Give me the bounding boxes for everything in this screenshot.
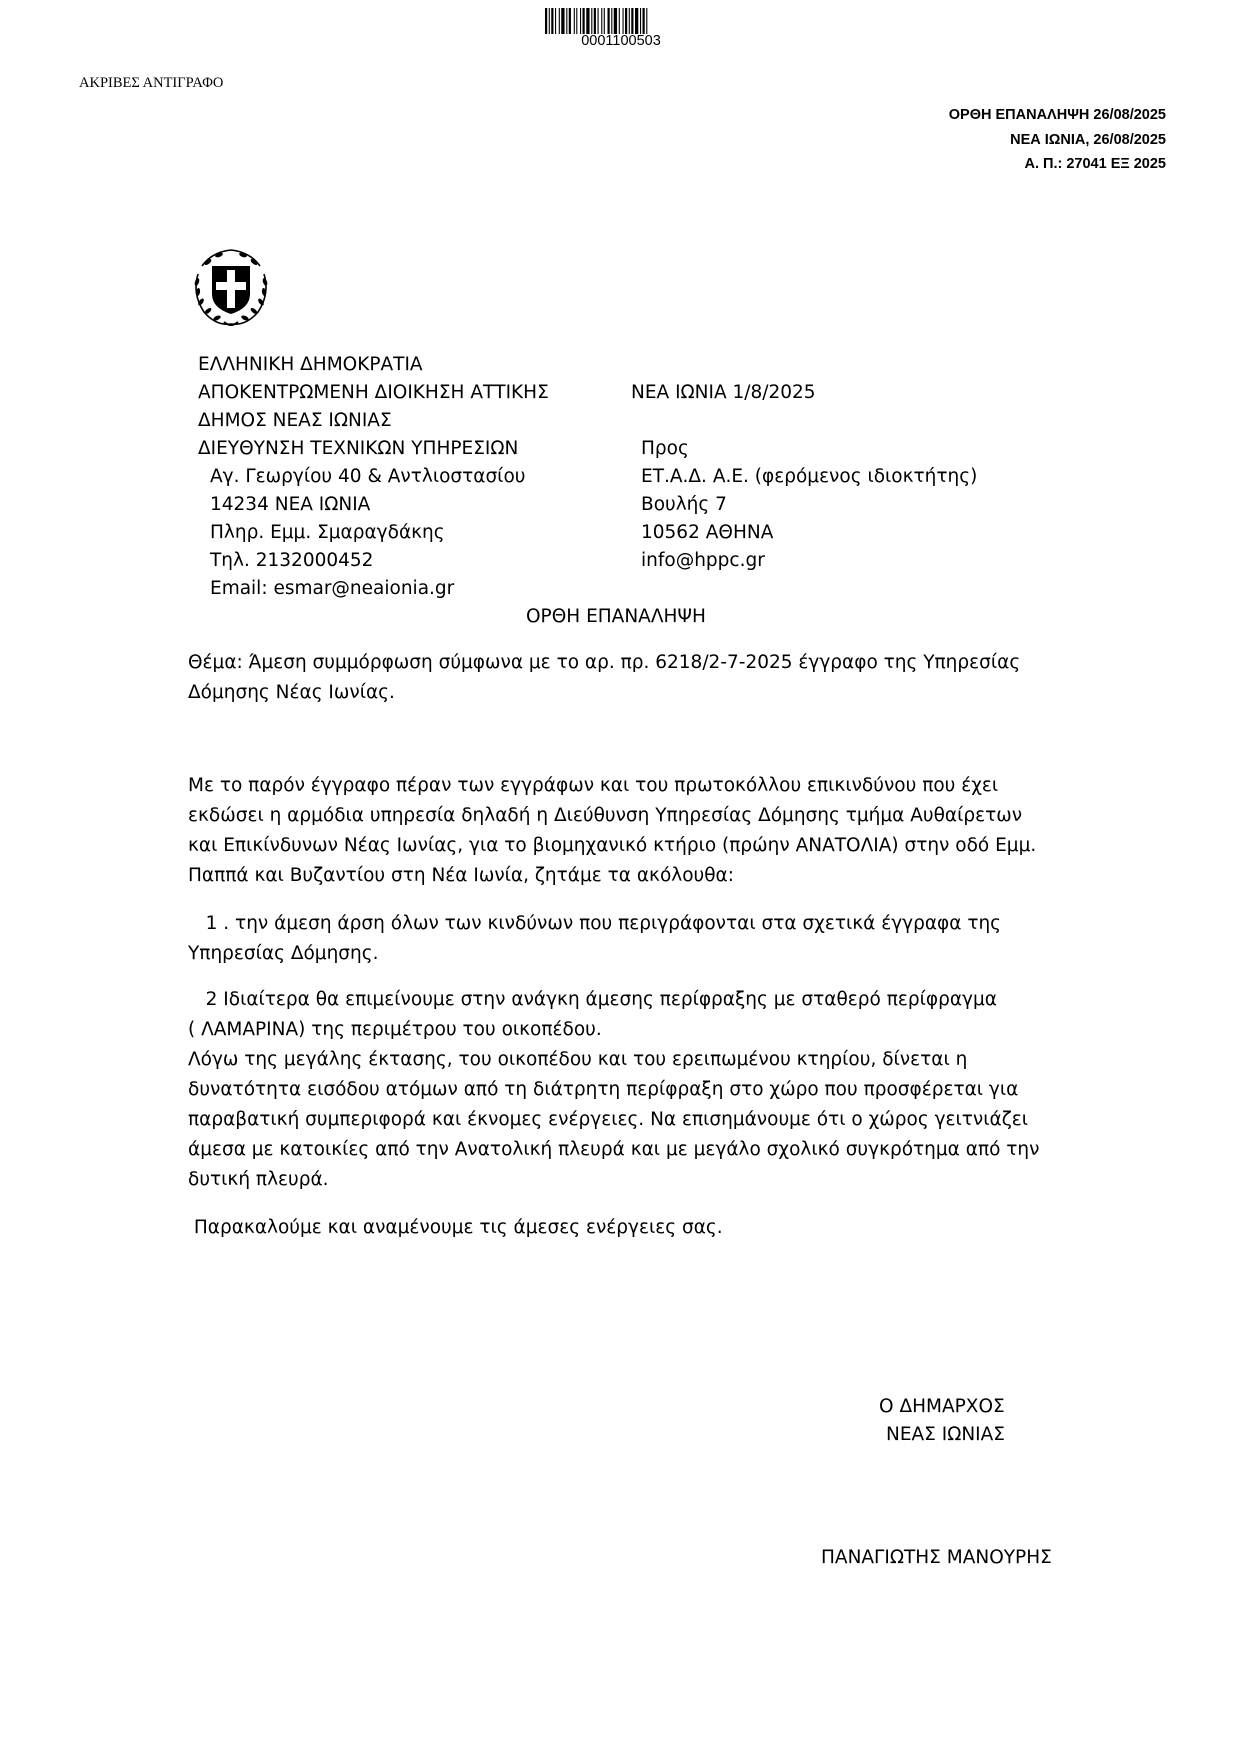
recipient-name: ΕΤ.Α.Δ. Α.Ε. (φερόμενος ιδιοκτήτης) [641, 466, 978, 487]
barcode-bar [594, 8, 596, 34]
sender-email: Email: esmar@neaionia.gr [210, 578, 455, 599]
reissue-heading: ΟΡΘΗ ΕΠΑΝΑΛΗΨΗ [526, 606, 706, 627]
barcode-bar [635, 8, 638, 34]
body-line: Υπηρεσίας Δόμησης. [188, 943, 379, 964]
barcode-bar [631, 8, 633, 34]
barcode-bar [549, 8, 550, 34]
barcode-bar [561, 8, 564, 34]
sender-contact-person: Πληρ. Εμμ. Σμαραγδάκης [210, 522, 445, 543]
recipient-postcode-city: 10562 ΑΘΗΝΑ [641, 522, 774, 543]
body-line: εκδώσει η αρμόδια υπηρεσία δηλαδή η Διεύθυνση Υπηρεσίας Δόμησης τμήμα Αυθαίρετων [188, 805, 1023, 826]
barcode-bar [601, 8, 602, 34]
closing-line: Παρακαλούμε και αναμένουμε τις άμεσες ενέργειες σας. [188, 1217, 723, 1238]
sender-postcode-city: 14234 ΝΕΑ ΙΩΝΙΑ [210, 494, 371, 515]
body-line: παραβατική συμπεριφορά και έκνομες ενέργειες. Να επισημάνουμε ότι ο χώρος γειτνιάζει [188, 1109, 1029, 1130]
barcode-bar [614, 8, 617, 34]
signature-title-municipality: ΝΕΑΣ ΙΩΝΙΑΣ [886, 1424, 1005, 1445]
barcode-bar [611, 8, 612, 34]
barcode-bar [608, 8, 610, 34]
barcode-bar [566, 8, 567, 34]
request-item-2 [188, 985, 1088, 1195]
barcode-bar [598, 8, 599, 34]
body-line: δυτική πλευρά. [188, 1169, 329, 1190]
sender-country: ΕΛΛΗΝΙΚΗ ΔΗΜΟΚΡΑΤΙΑ [198, 354, 423, 375]
body-line: και Επικίνδυνων Νέας Ιωνίας, για το βιομηχανικό κτήριο (πρώην ΑΝΑΤΟΛΙΑ) στην οδό Εμμ. [188, 835, 1037, 856]
barcode-bar [640, 8, 641, 34]
recipient-to-label: Προς [641, 438, 689, 459]
barcode-bar [625, 8, 627, 34]
barcode-bar [545, 8, 547, 34]
copy-stamp: ΑΚΡΙΒΕΣ ΑΝΤΙΓΡΑΦΟ [79, 75, 224, 91]
barcode-bar [580, 8, 581, 34]
body-line: δυνατότητα εισόδου ατόμων από τη διάτρητη περίφραξη στο χώρο που προσφέρεται για [188, 1079, 1019, 1100]
subject-line: Δόμησης Νέας Ιωνίας. [188, 682, 395, 703]
document-date: ΝΕΑ ΙΩΝΙΑ 1/8/2025 [631, 382, 816, 403]
greek-coat-of-arms-icon [188, 244, 274, 330]
body-line: άμεσα με κατοικίες από την Ανατολική πλευρά και με μεγάλο σχολικό συγκρότημα από την [188, 1139, 1040, 1160]
body-line: Παππά και Βυζαντίου στη Νέα Ιωνία, ζητάμε τα ακόλουθα: [188, 865, 734, 886]
subject [188, 648, 1088, 708]
body-line: Με το παρόν έγγραφο πέραν των εγγράφων και του πρωτοκόλλου επικινδύνου που έχει [188, 775, 999, 796]
barcode-bar [583, 8, 585, 34]
body-line: ( ΛΑΜΑΡΙΝΑ) της περιμέτρου του οικοπέδου. [188, 1019, 602, 1040]
body-line: 1 . την άμεση άρση όλων των κινδύνων που περιγράφονται στα σχετικά έγγραφα της [188, 913, 1002, 934]
barcode-bar [646, 8, 647, 34]
barcode-bar [574, 8, 575, 34]
sender-phone: Τηλ. 2132000452 [210, 550, 374, 571]
barcode-bar [643, 8, 645, 34]
barcode-bar [551, 8, 553, 34]
sender-department: ΔΙΕΥΘΥΝΣΗ ΤΕΧΝΙΚΩΝ ΥΠΗΡΕΣΙΩΝ [198, 438, 519, 459]
barcode-bar [619, 8, 620, 34]
place-date-line: ΝΕΑ ΙΩΝΙΑ, 26/08/2025 [1010, 132, 1166, 148]
barcode [545, 8, 697, 34]
barcode-bar [559, 8, 560, 34]
body-line: 2 Ιδιαίτερα θα επιμείνουμε στην ανάγκη άμεσης περίφραξης με σταθερό περίφραγμα [188, 989, 997, 1010]
signatory-name: ΠΑΝΑΓΙΩΤΗΣ ΜΑΝΟΥΡΗΣ [821, 1547, 1052, 1568]
sender-municipality: ΔΗΜΟΣ ΝΕΑΣ ΙΩΝΙΑΣ [198, 410, 392, 431]
barcode-bar [623, 8, 624, 34]
barcode-bar [555, 8, 556, 34]
request-item-1 [188, 909, 1088, 969]
signature-title: Ο ΔΗΜΑΡΧΟΣ [879, 1396, 1005, 1417]
subject-line: Θέμα: Άμεση συμμόρφωση σύμφωνα με το αρ. πρ. 6218/2-7-2025 έγγραφο της Υπηρεσίας [188, 652, 1021, 673]
reissue-date-line: ΟΡΘΗ ΕΠΑΝΑΛΗΨΗ 26/08/2025 [948, 107, 1166, 123]
barcode-bar [591, 8, 592, 34]
recipient-email: info@hppc.gr [641, 550, 765, 571]
barcode-bar [629, 8, 630, 34]
sender-address: Αγ. Γεωργίου 40 & Αντλιοστασίου [210, 466, 526, 487]
barcode-bar [604, 8, 605, 34]
recipient-street: Βουλής 7 [641, 494, 727, 515]
barcode-bar [586, 8, 589, 34]
body-line: Λόγω της μεγάλης έκτασης, του οικοπέδου και του ερειπωμένου κτηρίου, δίνεται η [188, 1049, 968, 1070]
barcode-bar [576, 8, 577, 34]
body-paragraph [188, 771, 1088, 891]
barcode-bar [569, 8, 571, 34]
barcode-number: 0001100503 [581, 33, 661, 49]
sender-administration: ΑΠΟΚΕΝΤΡΩΜΕΝΗ ΔΙΟΙΚΗΣΗ ΑΤΤΙΚΗΣ [198, 382, 549, 403]
protocol-number: Α. Π.: 27041 ΕΞ 2025 [1024, 156, 1166, 172]
